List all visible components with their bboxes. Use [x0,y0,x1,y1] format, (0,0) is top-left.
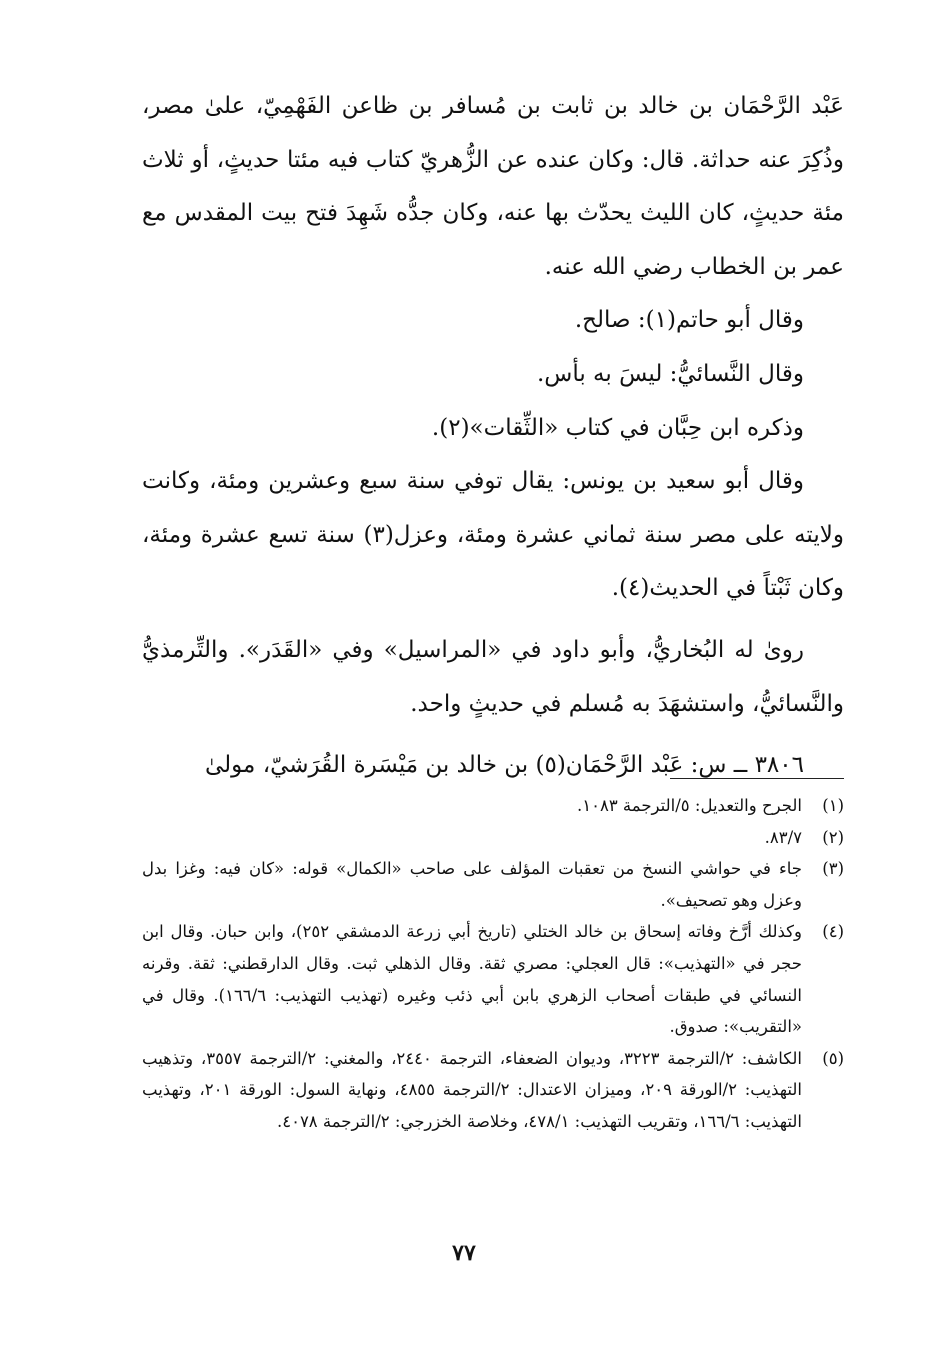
paragraph-ibn-hibban: وذكره ابن حِبَّان في كتاب «الثِّقات»(٢). [431,414,804,441]
footnote-text: الكاشف: ٢/الترجمة ٣٢٢٣، وديوان الضعفاء، الترجمة ٢٤٤٠، والمغني: ٢/الترجمة ٣٥٥٧، وتذهيب التهذيب: ٢/الورقة ٢٠٩، وميزان الاعتدال: ٢/الترجمة ٤٨٥٥، ونهاية السول: الورقة ٢٠١، وتهذيب التهذيب: ١٦٦/٦، وتقريب التهذيب: ٤٧٨/١، وخلاصة الخزرجي: ٢/الترجمة ٤٠٧٨. [142,1048,803,1131]
footnote-text: ٨٣/٧. [764,827,802,847]
footnote-number: (٥) [822,1048,844,1068]
footnote-number: (٤) [822,922,844,942]
footnote [142,916,844,1042]
footnote [142,822,844,854]
paragraph-biography: عَبْد الرَّحْمَان بن خالد بن ثابت بن مُسافر بن ظاعن الفَهْمِيّ، علىٰ مصر، وذُكِرَ عنه حداثة. قال: وكان عنده عن الزُّهريّ كتاب فيه مئتا حديثٍ، أو ثلاث مئة حديثٍ، كان الليث يحدّث بها عنه، وكان جدُّه شَهِدَ فتح بيت المقدس مع عمر بن الخطاب رضي الله عنه. [142,93,844,280]
paragraph-ibn-yunus: وقال أبو سعيد بن يونس: يقال توفي سنة سبع وعشرين ومئة، وكانت ولايته على مصر سنة ثماني عشرة ومئة، وعزل(٣) سنة تسع عشرة ومئة، وكان ثَبْتاً في الحديث(٤). [142,468,845,602]
footnote-number: (٢) [822,827,844,847]
paragraph-nasai: وقال النَّسائيُّ: ليسَ به بأس. [536,360,804,387]
paragraph-abu-hatim: وقال أبو حاتم(١): صالح. [574,307,804,334]
footnote-text: الجرح والتعديل: ٥/الترجمة ١٠٨٣. [576,796,802,815]
footnote-number: (٣) [822,859,844,879]
footnote-number: (١) [822,796,844,815]
footnotes [142,790,844,1138]
paragraph-narrators: روىٰ له البُخاريُّ، وأبو داود في «المراسيل» وفي «القَدَر». والتِّرمذيُّ والنَّسائيُّ، واستشهَدَ به مُسلم في حديثٍ واحد. [142,636,844,717]
main-text [142,80,844,793]
page-number: ٧٧ [452,1240,476,1266]
footnote [142,790,844,822]
footnote-text: جاء في حواشي النسخ من تعقبات المؤلف على صاحب «الكمال» قوله: «كان فيه: وغزا بدل وعزل وهو تصحيف». [142,859,802,910]
footnote [142,1043,844,1138]
footnote-text: وكذلك أرَّخ وفاته إسحاق بن خالد الختلي (تاريخ أبي زرعة الدمشقي ٢٥٢)، وابن حبان. وقال ابن حجر في «التهذيب»: قال العجلي: مصري ثقة. وقال الذهلي ثبت. وقال الدارقطني: ثقة. وقرنه النسائي في طبقات أصحاب الزهري بابن أبي ذئب وغيره (تهذيب التهذيب: ١٦٦/٦). وقال في «التقريب»: صدوق. [142,922,802,1037]
footnote [142,853,844,916]
paragraph-entry-3806: ٣٨٠٦ ــ س: عَبْد الرَّحْمَان(٥) بن خالد بن مَيْسَرة القُرَشيّ، مولىٰ [205,752,804,779]
footnote-separator [670,778,844,779]
